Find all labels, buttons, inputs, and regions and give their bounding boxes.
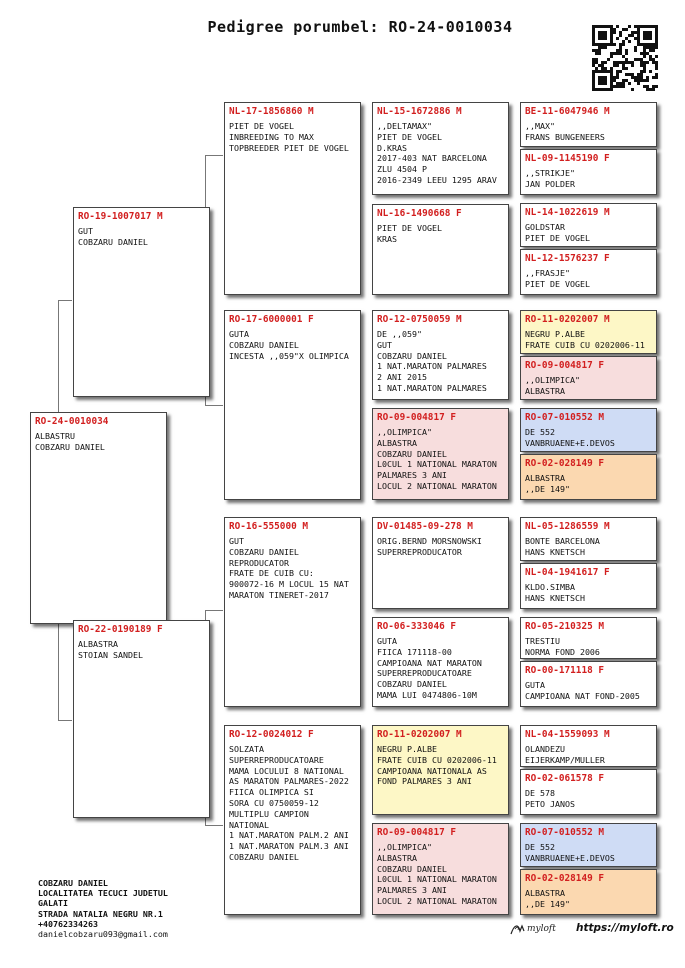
pigeon-info-line: ALBASTRA [377,852,417,863]
pigeon-info-line: KRAS [377,233,397,244]
page-title: Pedigree porumbel: RO-24-0010034 [207,18,513,36]
pigeon-info-line: PALMARES 3 ANI [377,885,447,896]
pigeon-info-line: FIICA OLIMPICA SI [229,787,314,798]
pigeon-info-line: MAMA LOCULUI 8 NATIONAL [229,765,344,776]
ring-number: RO-11-0202007 M [525,314,610,325]
pigeon-card-g14[interactable] [520,769,657,815]
ring-number: NL-16-1490668 F [377,208,462,219]
pigeon-card-sire-dam[interactable] [224,310,361,500]
owner-email[interactable]: danielcobzaru093@gmail.com [38,929,168,940]
connector-line [205,825,223,826]
pigeon-info-line: COBZARU DANIEL [377,448,447,459]
pigeon-info-line: MARATON TINERET-2017 [229,589,329,600]
qr-code [592,25,658,91]
pigeon-card-sds[interactable] [372,310,509,400]
ring-number: NL-17-1856860 M [229,106,314,117]
pigeon-info-line: GOLDSTAR [525,222,565,232]
pigeon-card-g16[interactable] [520,869,657,915]
pigeon-info-line: NORMA FOND 2006 [525,646,600,657]
pigeon-info-line: FRATE CUIB CU 0202006-11 [525,339,645,350]
pigeon-info-line: CAMPIOANA NAT MARATON [377,657,482,668]
pigeon-info-line: REPRODUCATOR [229,557,289,568]
pigeon-card-g7[interactable] [520,408,657,452]
pigeon-info-line: COBZARU DANIEL [229,546,299,557]
pigeon-info-line: HANS KNETSCH [525,592,585,603]
pigeon-info-line: FRATE CUIB CU 0202006-11 [377,754,497,765]
pigeon-info-line: 2 ANI 2015 [377,372,427,383]
pigeon-card-g4[interactable] [520,249,657,295]
pigeon-info-line: NEGRU P.ALBE [377,744,437,754]
myloft-logo [508,917,568,937]
pigeon-info-line: COBZARU DANIEL [377,350,447,361]
pigeon-card-dss[interactable] [372,517,509,609]
ring-number: NL-15-1672886 M [377,106,462,117]
ring-number: NL-09-1145190 F [525,153,610,164]
ring-number: RO-07-010552 M [525,412,605,423]
pigeon-info-line: 2017-403 NAT BARCELONA [377,153,487,164]
pigeon-info-line: SUPERREPRODUCATOARE [377,668,472,679]
owner-line: LOCALITATEA TECUCI JUDETUL [38,888,168,899]
pigeon-info-line: FIICA 171118-00 [377,646,452,657]
logo-text: myloft [527,924,556,934]
ring-number: RO-24-0010034 [35,416,109,427]
pigeon-info-line: ALBASTRA [78,639,118,649]
pigeon-info-line: INBREEDING TO MAX [229,131,314,142]
pigeon-info-line: 1 NAT.MARATON PALM.3 ANI [229,841,349,852]
pigeon-info-line: COBZARU DANIEL [35,441,105,452]
connector-line [58,720,72,721]
pigeon-info-line: GUTA [377,636,397,646]
pigeon-info-line: 2016-2349 LEEU 1295 ARAV [377,174,497,185]
ring-number: RO-06-333046 F [377,621,457,632]
pigeon-info-line: DE 552 [525,842,555,852]
pigeon-info-line: MULTIPLU CAMPION [229,808,309,819]
pigeon-info-line: ,,OLIMPICA" [525,375,580,385]
pigeon-info-line: SUPERREPRODUCATOR [377,546,462,557]
pigeon-info-line: MAMA LUI 0474806-10M [377,689,477,700]
pigeon-info-line: COBZARU DANIEL [377,863,447,874]
owner-line: GALATI [38,898,68,909]
pigeon-info-line: L0CUL 1 NATIONAL MARATON [377,874,497,885]
pigeon-info-line: LOCUL 2 NATIONAL MARATON [377,895,497,906]
pigeon-info-line: PALMARES 3 ANI [377,470,447,481]
pigeon-info-line: CAMPIOANA NAT FOND-2005 [525,690,640,701]
pigeon-info-line: PIET DE VOGEL [525,278,590,289]
pigeon-info-line: DE ,,059" [377,329,422,339]
pigeon-info-line: FOND PALMARES 3 ANI [377,776,472,787]
pigeon-info-line: FRATE DE CUIB CU: [229,568,314,579]
pigeon-card-dam[interactable] [73,620,210,818]
ring-number: RO-12-0750059 M [377,314,462,325]
pigeon-info-line: ,,STRIKJE" [525,168,575,178]
pigeon-info-line: TRESTIU [525,636,560,646]
pigeon-card-g9[interactable] [520,517,657,561]
pigeon-card-g12[interactable] [520,661,657,707]
ring-number: NL-05-1286559 M [525,521,610,532]
pigeon-info-line: PIET DE VOGEL [377,223,442,233]
pigeon-card-g3[interactable] [520,203,657,247]
pigeon-info-line: ,,DE 149" [525,898,570,909]
pigeon-info-line: ALBASTRA [525,888,565,898]
ring-number: RO-02-028149 F [525,873,605,884]
ring-number: RO-02-028149 F [525,458,605,469]
ring-number: RO-22-0190189 F [78,624,163,635]
pigeon-card-subject[interactable] [30,412,167,624]
pigeon-info-line: OLANDEZU [525,744,565,754]
ring-number: NL-04-1941617 F [525,567,610,578]
owner-line: STRADA NATALIA NEGRU NR.1 [38,908,163,919]
ring-number: RO-12-0024012 F [229,729,314,740]
pigeon-card-dsd[interactable] [372,617,509,707]
pigeon-info-line: AS MARATON PALMARES-2022 [229,776,349,787]
pigeon-info-line: DE 552 [525,427,555,437]
pigeon-info-line: ,,OLIMPICA" [377,842,432,852]
pigeon-info-line: SORA CU 0750059-12 [229,797,319,808]
pigeon-card-g8[interactable] [520,454,657,500]
ring-number: BE-11-6047946 M [525,106,610,117]
pigeon-info-line: DE 578 [525,788,555,798]
pigeon-info-line: SOLZATA [229,744,264,754]
ring-number: RO-00-171118 F [525,665,605,676]
pigeon-card-g10[interactable] [520,563,657,609]
connector-line [205,405,223,406]
owner-contact [38,878,168,939]
pigeon-info-line: ALBASTRA [525,473,565,483]
pigeon-info-line: GUTA [229,329,249,339]
pigeon-info-line: GUT [229,536,244,546]
pigeon-card-sss[interactable] [372,102,509,195]
pigeon-info-line: SUPERREPRODUCATOARE [229,754,324,765]
connector-line [58,300,72,301]
pigeon-card-g11[interactable] [520,617,657,659]
pigeon-info-line: BONTE BARCELONA [525,536,600,546]
ring-number: RO-05-210325 M [525,621,605,632]
ring-number: NL-04-1559093 M [525,729,610,740]
pigeon-info-line: COBZARU DANIEL [377,679,447,690]
connector-line [205,610,223,611]
pigeon-info-line: VANBRUAENE+E.DEVOS [525,852,615,863]
pigeon-info-line: ALBASTRA [525,385,565,396]
ring-number: RO-16-555000 M [229,521,309,532]
pigeon-card-dds[interactable] [372,725,509,815]
ring-number: RO-07-010552 M [525,827,605,838]
website-link[interactable]: https://myloft.ro [576,922,674,934]
pigeon-info-line: INCESTA ,,059"X OLIMPICA [229,350,349,361]
ring-number: NL-12-1576237 F [525,253,610,264]
pigeon-card-g2[interactable] [520,149,657,195]
owner-line: COBZARU DANIEL [38,878,108,888]
pigeon-info-line: ALBASTRA [377,437,417,448]
ring-number: RO-09-004817 F [377,412,457,423]
ring-number: DV-01485-09-278 M [377,521,473,532]
pigeon-card-ssd[interactable] [372,204,509,295]
pigeon-info-line: 1 NAT.MARATON PALMARES [377,361,487,372]
pigeon-info-line: CAMPIOANA NATIONALA AS [377,765,487,776]
pigeon-info-line: EIJERKAMP/MULLER [525,754,605,765]
pigeon-info-line: VANBRUAENE+E.DEVOS [525,437,615,448]
pigeon-info-line: PETO JANOS [525,798,575,809]
pigeon-card-g5[interactable] [520,310,657,354]
ring-number: RO-17-6000001 F [229,314,314,325]
pigeon-info-line: PIET DE VOGEL [377,131,442,142]
pigeon-info-line: ,,DE 149" [525,483,570,494]
ring-number: RO-09-004817 F [525,360,605,371]
pigeon-info-line: ,,FRASJE" [525,268,570,278]
pigeon-info-line: ORIG.BERND MORSNOWSKI [377,536,482,546]
pigeon-info-line: GUT [377,339,392,350]
ring-number: RO-19-1007017 M [78,211,163,222]
pigeon-info-line: COBZARU DANIEL [229,851,299,862]
connector-line [205,155,223,156]
pigeon-info-line: L0CUL 1 NATIONAL MARATON [377,459,497,470]
pigeon-info-line: NEGRU P.ALBE [525,329,585,339]
pigeon-card-g15[interactable] [520,823,657,867]
owner-line: +40762334263 [38,918,98,929]
pigeon-info-line: COBZARU DANIEL [229,339,299,350]
pigeon-card-sire[interactable] [73,207,210,397]
pigeon-info-line: LOCUL 2 NATIONAL MARATON [377,480,497,491]
ring-number: NL-14-1022619 M [525,207,610,218]
ring-number: RO-11-0202007 M [377,729,462,740]
pigeon-info-line: ZLU 4504 P [377,164,427,175]
pigeon-info-line: ALBASTRU [35,431,75,441]
pigeon-info-line: TOPBREEDER PIET DE VOGEL [229,142,349,153]
pigeon-card-g6[interactable] [520,356,657,400]
pigeon-card-g13[interactable] [520,725,657,767]
pigeon-info-line: PIET DE VOGEL [525,232,590,243]
pigeon-card-g1[interactable] [520,102,657,147]
pigeon-card-ddd[interactable] [372,823,509,915]
pigeon-info-line: KLDO.SIMBA [525,582,575,592]
ring-number: RO-02-061578 F [525,773,605,784]
pigeon-card-sdd[interactable] [372,408,509,500]
pigeon-info-line: COBZARU DANIEL [78,236,148,247]
pigeon-info-line: 1 NAT.MARATON PALM.2 ANI [229,830,349,841]
pigeon-info-line: ,,DELTAMAX" [377,121,432,131]
pigeon-card-dam-dam[interactable] [224,725,361,915]
pigeon-info-line: JAN POLDER [525,178,575,189]
pigeon-info-line: FRANS BUNGENEERS [525,131,605,142]
pigeon-card-sire-sire[interactable] [224,102,361,295]
pigeon-info-line: 1 NAT.MARATON PALMARES [377,382,487,393]
pigeon-info-line: STOIAN SANDEL [78,649,143,660]
ring-number: RO-09-004817 F [377,827,457,838]
pigeon-info-line: PIET DE VOGEL [229,121,294,131]
pigeon-info-line: ,,OLIMPICA" [377,427,432,437]
pigeon-info-line: GUTA [525,680,545,690]
pigeon-card-dam-sire[interactable] [224,517,361,707]
pigeon-info-line: 900072-16 M LOCUL 15 NAT [229,579,349,590]
pigeon-info-line: HANS KNETSCH [525,546,585,557]
pigeon-info-line: NATIONAL [229,819,269,830]
pigeon-info-line: D.KRAS [377,142,407,153]
pigeon-info-line: GUT [78,226,93,236]
pigeon-info-line: ,,MAX" [525,121,555,131]
